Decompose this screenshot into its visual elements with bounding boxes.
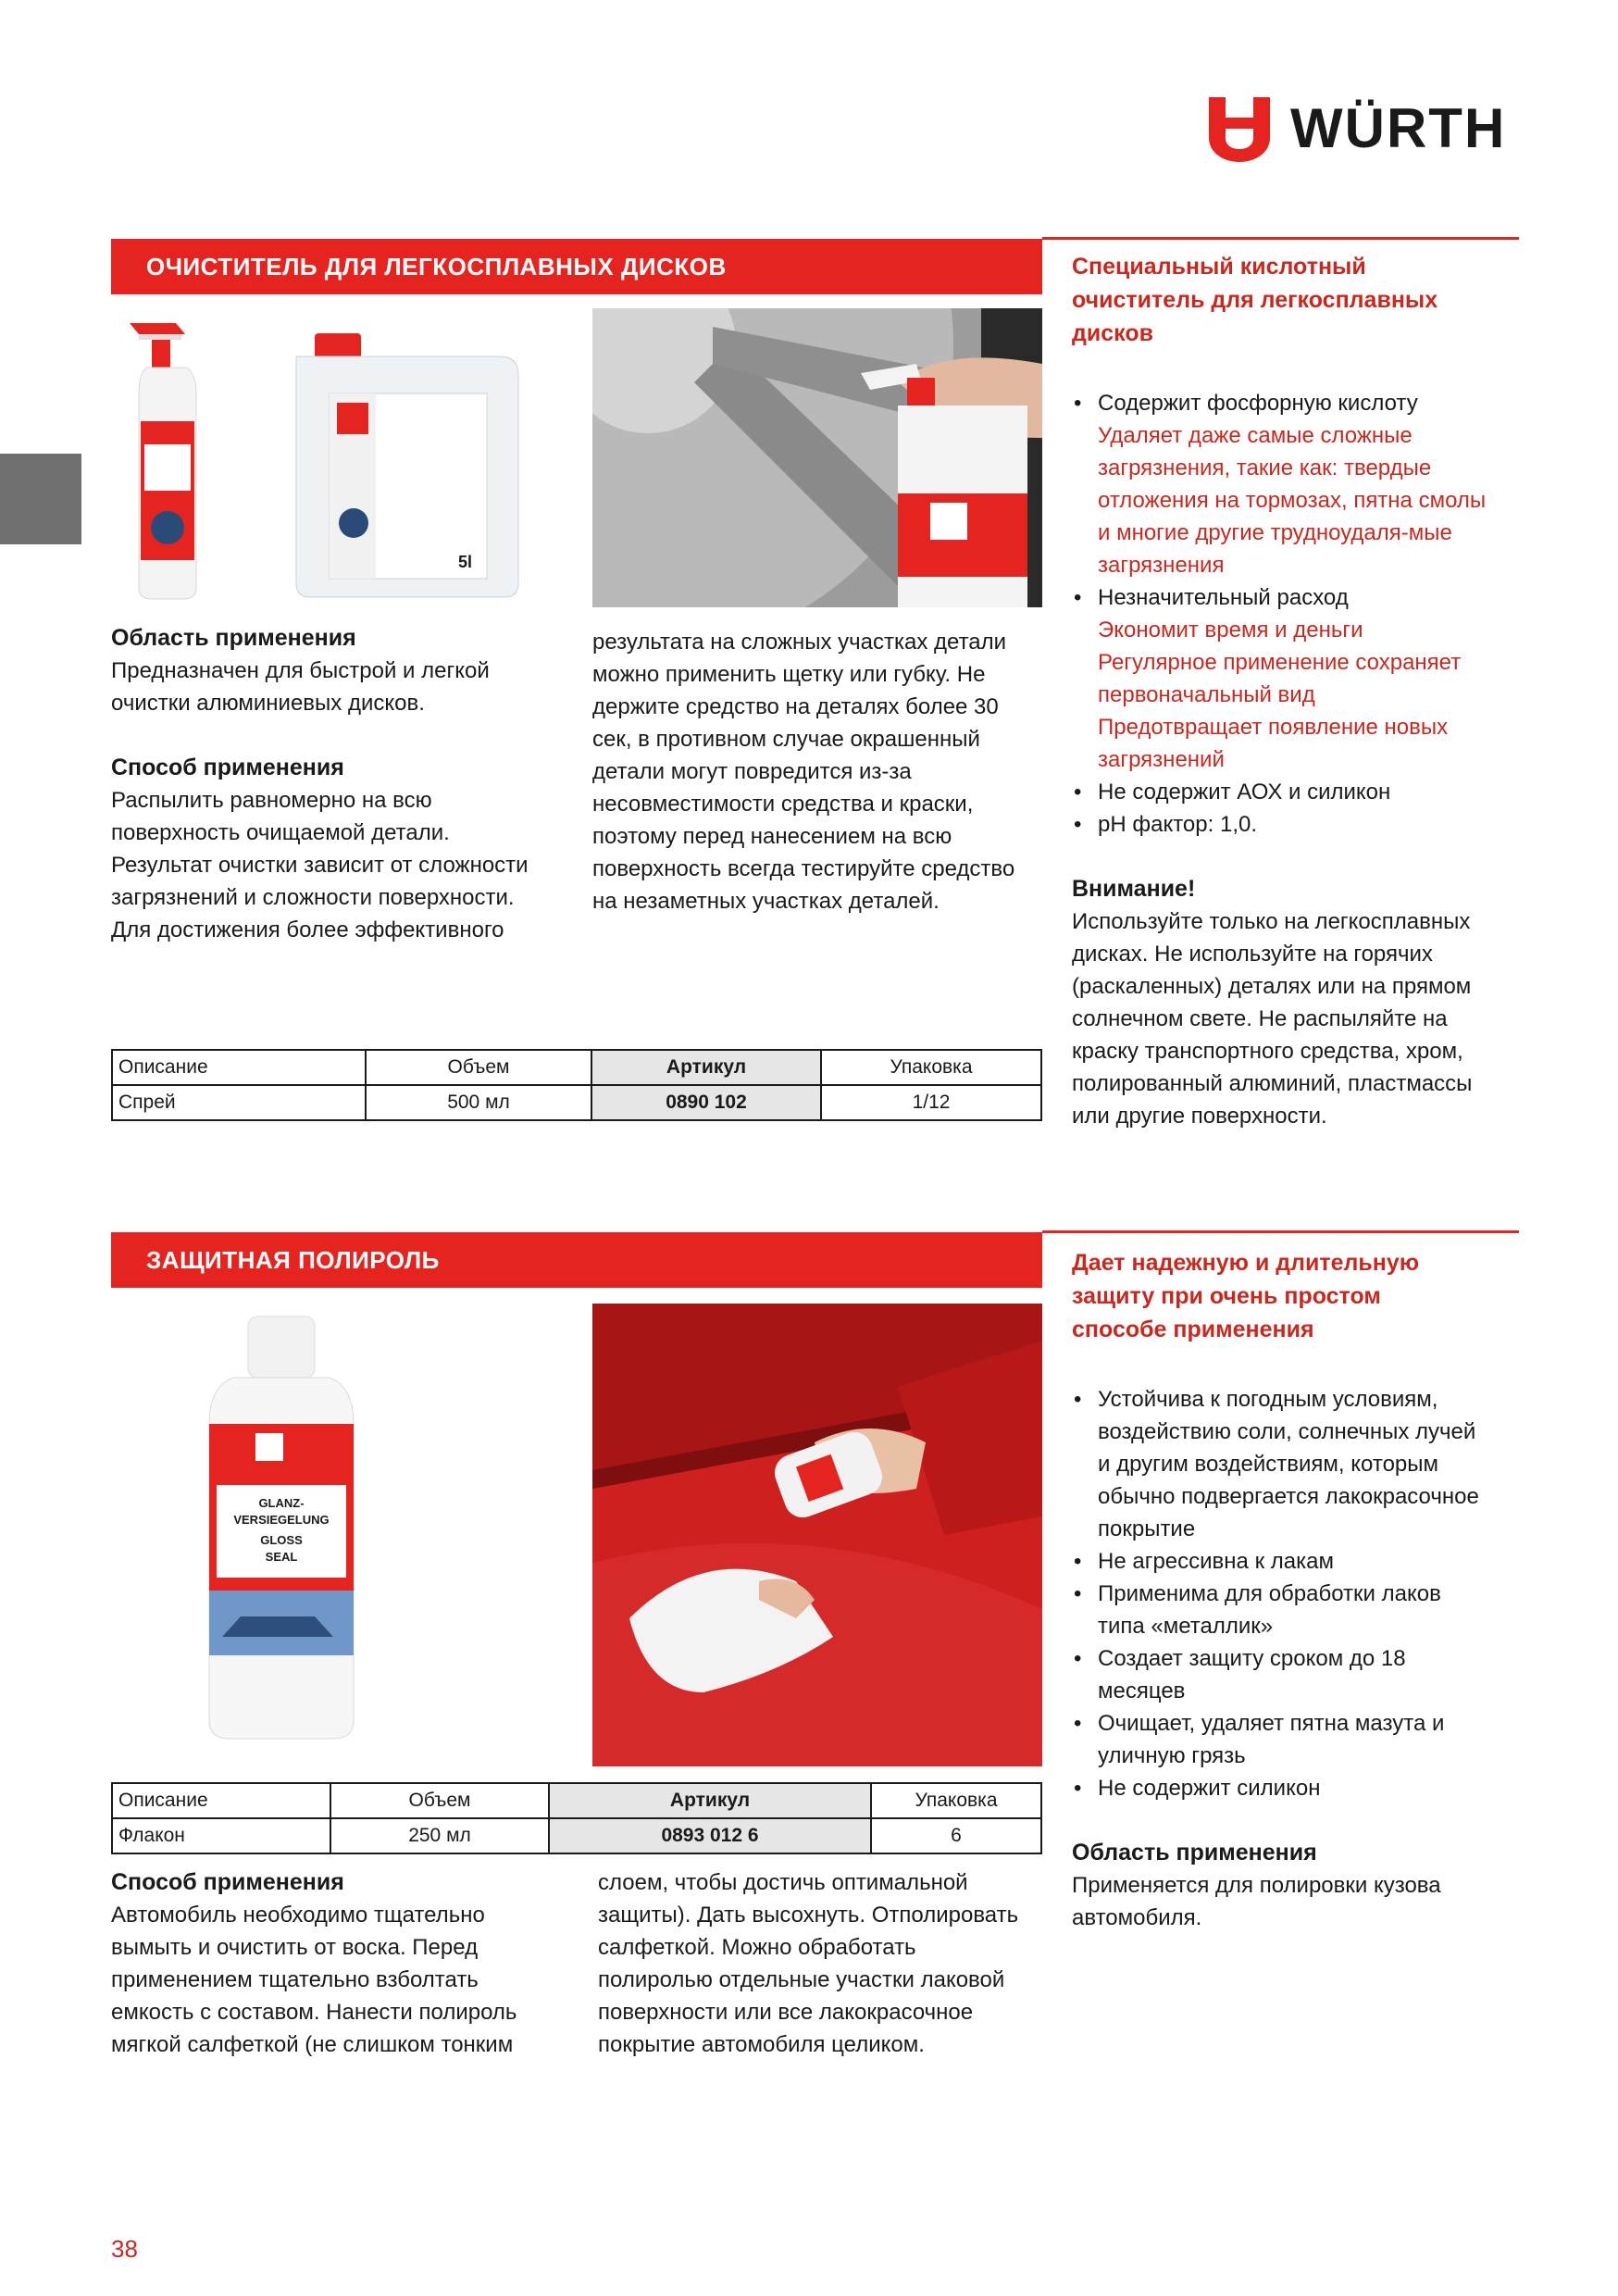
list-item-line: • Создает защиту сроком до 18 <box>1098 1646 1406 1671</box>
list-item-line: • Устойчива к погодным условиям, <box>1098 1387 1438 1412</box>
section1-feature-list <box>1072 581 1516 614</box>
section1-method-line: поверхность всегда тестируйте средство <box>592 856 1015 881</box>
section1-side-title: дисков <box>1072 320 1153 346</box>
section1-method-line: Результат очистки зависит от сложности <box>111 853 529 878</box>
table-cell: 250 мл <box>330 1818 549 1853</box>
section2-feature-list <box>1072 1383 1516 1804</box>
section2-method-line: вымыть и очистить от воска. Перед <box>111 1935 479 1960</box>
bottle-label-text: SEAL <box>265 1550 298 1564</box>
section1-feature-list <box>1072 387 1516 419</box>
wurth-logo-icon <box>1209 97 1270 162</box>
list-item-sub: отложения на тормозах, пятна смолы <box>1098 488 1487 513</box>
section2-product-photo <box>111 1304 546 1766</box>
section1-rule <box>1042 237 1519 240</box>
section1-side-title: Специальный кислотный <box>1072 254 1366 280</box>
section1-usage-line: Предназначен для быстрой и легкой <box>111 658 490 683</box>
section1-side-title: очиститель для легкосплавных <box>1072 287 1438 313</box>
attention-line: дисках. Не используйте на горячих <box>1072 942 1433 967</box>
section1-method-line: несовместимости средства и краски, <box>592 792 974 817</box>
attention-line: краску транспортного средства, хром, <box>1072 1039 1463 1064</box>
section1-method-line: загрязнений и сложности поверхности. <box>111 885 515 910</box>
table-header-cell: Упаковка <box>871 1783 1041 1818</box>
section1-method-line: Для достижения более эффективного <box>111 917 504 942</box>
section1-method-line: держите средство на деталях более 30 <box>592 694 999 719</box>
section2-method-line: салфеткой. Можно обработать <box>598 1935 916 1960</box>
side-tab <box>0 454 81 544</box>
section2-polish-photo <box>592 1304 1042 1766</box>
table-header-cell: Описание <box>112 1050 366 1085</box>
table-row <box>112 1085 1041 1120</box>
section1-method-line: поэтому перед нанесением на всю <box>592 824 952 849</box>
list-item-sub: загрязнения, такие как: твердые <box>1098 455 1432 480</box>
list-item <box>1072 1772 1516 1804</box>
attention-heading: Внимание! <box>1072 876 1196 902</box>
list-item: • Содержит фосфорную кислоту <box>1072 387 1516 419</box>
list-item-sub: Удаляет даже самые сложные <box>1098 423 1413 448</box>
section1-title: ОЧИСТИТЕЛЬ ДЛЯ ЛЕГКОСПЛАВНЫХ ДИСКОВ <box>111 239 1042 294</box>
list-item-line: • Не агрессивна к лакам <box>1098 1549 1334 1574</box>
bottle-label-text: GLOSS <box>260 1533 303 1547</box>
bottle-label-text: VERSIEGELUNG <box>233 1513 330 1527</box>
section1-method-line: можно применить щетку или губку. Не <box>592 662 986 687</box>
section2-spec-table <box>111 1782 1042 1854</box>
section2-method-line: поверхности или все лакокрасочное <box>598 2000 974 2025</box>
table-header-row <box>112 1050 1041 1085</box>
table-header-cell: Объем <box>366 1050 591 1085</box>
section2-usage-line: автомобиля. <box>1072 1905 1202 1930</box>
table-cell: Спрей <box>112 1085 366 1120</box>
section2-method-line: емкость с составом. Нанести полироль <box>111 2000 517 2025</box>
list-item: • pH фактор: 1,0. <box>1072 808 1516 841</box>
section1-product-photo <box>111 310 546 606</box>
attention-line: полированный алюминий, пластмассы <box>1072 1071 1473 1096</box>
table-header-cell: Описание <box>112 1783 330 1818</box>
section2-usage-line: Применяется для полировки кузова <box>1072 1873 1441 1898</box>
table-cell: 6 <box>871 1818 1041 1853</box>
section1-usage-heading: Область применения <box>111 625 356 651</box>
list-item-line: типа «металлик» <box>1098 1614 1274 1639</box>
page-number: 38 <box>111 2235 138 2263</box>
table-cell: 500 мл <box>366 1085 591 1120</box>
table-cell: Флакон <box>112 1818 330 1853</box>
attention-line: Используйте только на легкосплавных <box>1072 909 1471 934</box>
list-item-sub: загрязнений <box>1098 747 1225 772</box>
list-item-line: и другим воздействиям, которым <box>1098 1452 1439 1477</box>
section2-side-title: Дает надежную и длительную <box>1072 1250 1420 1276</box>
list-item-line: • Применима для обработки лаков <box>1098 1581 1441 1606</box>
attention-line: солнечном свете. Не распыляйте на <box>1072 1006 1448 1031</box>
section2-side-title: защиту при очень простом <box>1072 1283 1381 1309</box>
list-item-line: покрытие <box>1098 1516 1196 1541</box>
section2-title: ЗАЩИТНАЯ ПОЛИРОЛЬ <box>111 1232 1042 1288</box>
list-item: • Незначительный расход <box>1072 581 1516 614</box>
table-header-cell: Упаковка <box>821 1050 1041 1085</box>
section1-wheel-photo <box>592 308 1042 607</box>
section1-method-line: поверхность очищаемой детали. <box>111 820 450 845</box>
section2-method-line: применением тщательно взболтать <box>111 1967 479 1992</box>
list-item-sub: Регулярное применение сохраняет <box>1098 650 1462 675</box>
section1-usage-line: очистки алюминиевых дисков. <box>111 691 425 716</box>
section2-method-line: слоем, чтобы достичь оптимальной <box>598 1870 968 1895</box>
list-item <box>1072 1383 1516 1545</box>
section2-method-line: Автомобиль необходимо тщательно <box>111 1903 485 1928</box>
canister-volume-label: 5l <box>458 553 473 571</box>
section1-method-line: на незаметных участках деталей. <box>592 889 940 914</box>
attention-line: (раскаленных) деталях или на прямом <box>1072 974 1472 999</box>
list-item <box>1072 1642 1516 1707</box>
section1-feature-list <box>1072 776 1516 841</box>
list-item-sub: загрязнения <box>1098 553 1225 578</box>
list-item <box>1072 1578 1516 1642</box>
table-cell: 0893 012 6 <box>549 1818 871 1853</box>
list-item-line: обычно подвергается лакокрасочное <box>1098 1484 1479 1509</box>
section1-spec-table <box>111 1049 1042 1121</box>
section2-method-heading: Способ применения <box>111 1869 344 1895</box>
list-item-line: уличную грязь <box>1098 1743 1246 1768</box>
list-item: • Не содержит АОХ и силикон <box>1072 776 1516 808</box>
attention-line: или другие поверхности. <box>1072 1104 1327 1129</box>
section1-method-line: Распылить равномерно на всю <box>111 788 432 813</box>
section2-usage-heading: Область применения <box>1072 1840 1317 1866</box>
list-item-sub: и многие другие трудноудаля-мые <box>1098 520 1452 545</box>
table-header-cell: Объем <box>330 1783 549 1818</box>
brand-name: WÜRTH <box>1290 97 1507 159</box>
section2-method-line: мягкой салфеткой (не слишком тонким <box>111 2032 514 2057</box>
section1-method-line: результата на сложных участках детали <box>592 630 1007 655</box>
bottle-label-text: GLANZ- <box>258 1496 305 1510</box>
list-item <box>1072 1707 1516 1772</box>
list-item <box>1072 1545 1516 1578</box>
list-item-sub: Предотвращает появление новых <box>1098 715 1449 740</box>
section1-method-line: детали могут повредится из-за <box>592 759 912 784</box>
list-item-sub: первоначальный вид <box>1098 682 1315 707</box>
table-header-cell: Артикул <box>591 1050 821 1085</box>
section1-method-line: сек, в противном случае окрашенный <box>592 727 980 752</box>
table-header-cell: Артикул <box>549 1783 871 1818</box>
list-item-sub: Экономит время и деньги <box>1098 618 1363 643</box>
table-cell: 1/12 <box>821 1085 1041 1120</box>
list-item-line: воздействию соли, солнечных лучей <box>1098 1419 1476 1444</box>
list-item-line: • Очищает, удаляет пятна мазута и <box>1098 1711 1445 1736</box>
section1-method-heading: Способ применения <box>111 755 344 780</box>
section2-method-line: покрытие автомобиля целиком. <box>598 2032 925 2057</box>
section2-method-line: полиролью отдельные участки лаковой <box>598 1967 1005 1992</box>
list-item-line: • Не содержит силикон <box>1098 1776 1321 1801</box>
section2-side-title: способе применения <box>1072 1316 1314 1342</box>
table-header-row <box>112 1783 1041 1818</box>
list-item-line: месяцев <box>1098 1678 1186 1703</box>
table-cell: 0890 102 <box>591 1085 821 1120</box>
section2-method-line: защиты). Дать высохнуть. Отполировать <box>598 1903 1019 1928</box>
section2-rule <box>1042 1230 1519 1233</box>
table-row <box>112 1818 1041 1853</box>
